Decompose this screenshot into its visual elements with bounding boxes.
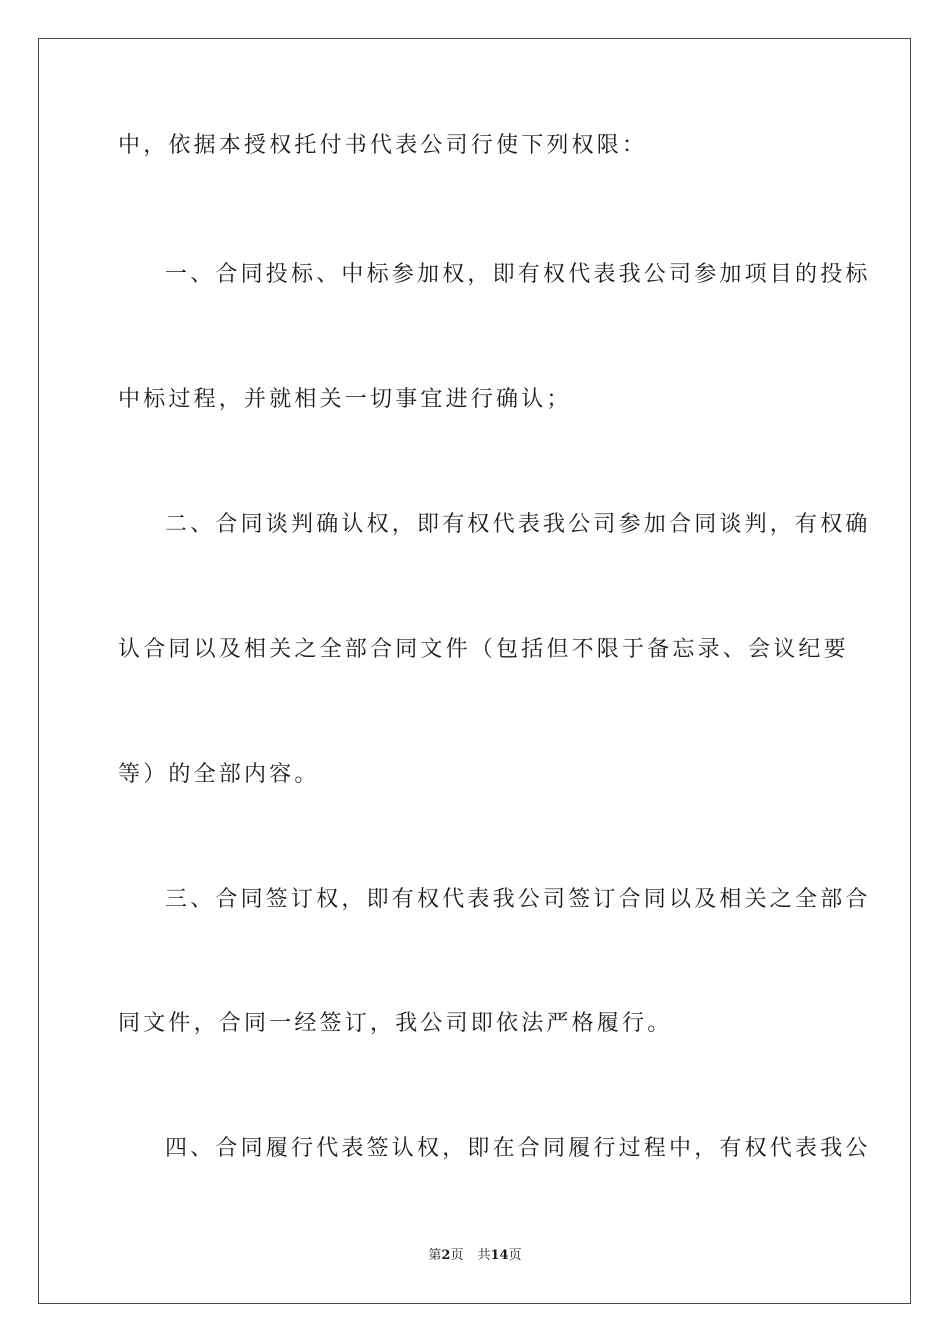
paragraph-line-9: 四、合同履行代表签认权，即在合同履行过程中，有权代表我公 <box>165 1136 871 1161</box>
paragraph-line-3: 中标过程，并就相关一切事宜进行确认； <box>118 387 572 412</box>
total-label-suffix: 页 <box>508 1248 522 1263</box>
paragraph-line-7: 三、合同签订权，即有权代表我公司签订合同以及相关之全部合 <box>165 887 871 912</box>
paragraph-line-1: 中，依据本授权托付书代表公司行使下列权限： <box>118 133 648 158</box>
total-pages: 14 <box>490 1248 509 1263</box>
paragraph-line-8: 同文件，合同一经签订，我公司即依法严格履行。 <box>118 1011 673 1036</box>
page-footer <box>0 1247 950 1265</box>
page-label-suffix: 页 <box>450 1248 464 1263</box>
paragraph-line-4: 二、合同谈判确认权，即有权代表我公司参加合同谈判，有权确 <box>165 512 871 537</box>
page-border <box>38 38 911 1304</box>
paragraph-line-6: 等）的全部内容。 <box>118 762 320 787</box>
page-number: 2 <box>441 1248 451 1263</box>
page-label-prefix: 第 <box>428 1248 442 1263</box>
paragraph-line-2: 一、合同投标、中标参加权，即有权代表我公司参加项目的投标 <box>165 262 871 287</box>
total-label-prefix: 共 <box>477 1248 491 1263</box>
paragraph-line-5: 认合同以及相关之全部合同文件（包括但不限于备忘录、会议纪要 <box>118 637 849 662</box>
